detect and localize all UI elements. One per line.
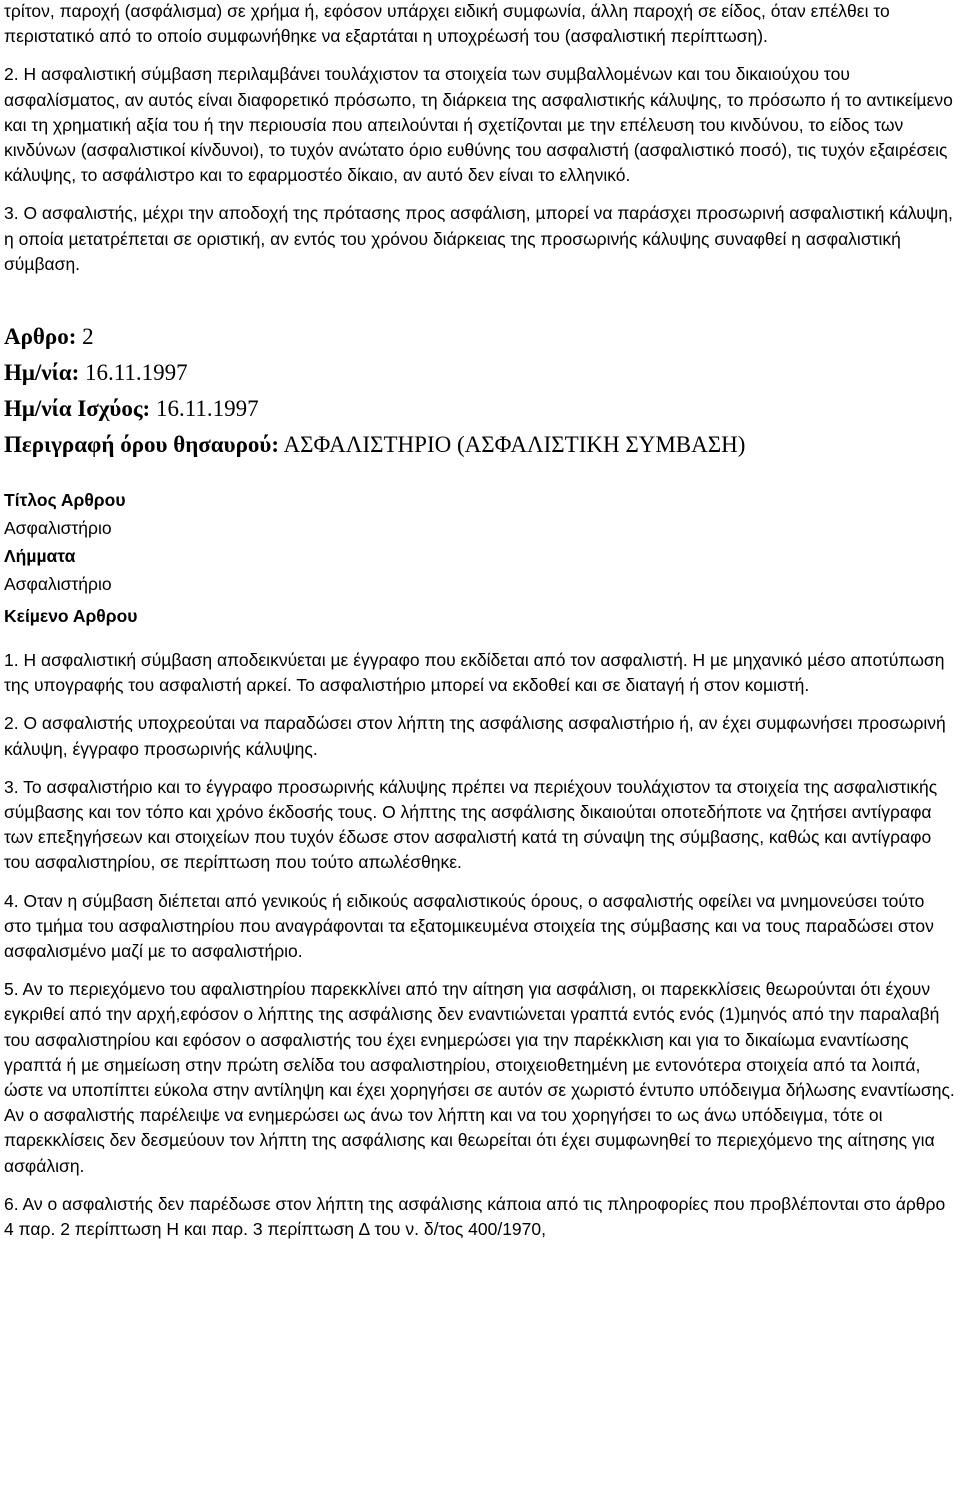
body-paragraph-1: 1. Η ασφαλιστική σύµβαση αποδεικνύεται µε έγγραφο που εκδίδεται από τον ασφαλιστή. Η µε µηχανικό µέσο αποτύπωση της υπογραφής του ασφαλιστή αρκεί. Το ασφαλιστήριο µπορεί να εκδοθεί και σε διαταγή ή στον κοµιστή. [4, 650, 945, 696]
article-date-label: Ημ/νία: [4, 360, 80, 386]
thesaurus-term-value: ΑΣΦΑΛΙΣΤΗΡΙΟ (ΑΣΦΑΛΙΣΤΙΚΗ ΣΥΜΒΑΣΗ) [283, 432, 746, 458]
thesaurus-term-label: Περιγραφή όρου θησαυρού: [4, 432, 279, 458]
article-date-line [4, 358, 956, 394]
article-title-value: Ασφαλιστήριο [4, 518, 112, 539]
intro-paragraph-2: 2. Η ασφαλιστική σύµβαση περιλαµβάνει τουλάχιστον τα στοιχεία των συµβαλλοµένων και του δικαιούχου του ασφαλίσµατος, αν αυτός είναι διαφορετικό πρόσωπο, τη διάρκεια της ασφαλιστικής κάλυψης, το πρόσωπο ή το αντικείµενο και τη χρηµατική αξία του ή την περιουσία που απειλούνται ή σχετίζονται µε την επέλευση του κινδύνου, το είδος των κινδύνων (ασφαλιστικοί κίνδυνοι), το τυχόν ανώτατο όριο ευθύνης του ασφαλιστή (ασφαλιστικό ποσό), τις τυχόν εξαιρέσεις κάλυψης, το ασφάλιστρο και το εφαρµοστέο δίκαιο, αν αυτό δεν είναι το ελληνικό. [4, 64, 953, 186]
thesaurus-term-line [4, 430, 956, 466]
article-number-line [4, 322, 956, 358]
intro-paragraph-3: 3. Ο ασφαλιστής, µέχρι την αποδοχή της πρότασης προς ασφάλιση, µπορεί να παράσχει προσωρινή ασφαλιστική κάλυψη, η οποία µετατρέπεται σε οριστική, αν εντός του χρόνου διάρκειας της προσωρινής κάλυψης συναφθεί η ασφαλιστική σύµβαση. [4, 203, 953, 274]
article-effective-date-label: Ημ/νία Ισχύος: [4, 396, 151, 422]
body-paragraph-6: 6. Αν ο ασφαλιστής δεν παρέδωσε στον λήπτη της ασφάλισης κάποια από τις πληροφορίες που προβλέπονται στο άρθρο 4 παρ. 2 περίπτωση Η και παρ. 3 περίπτωση ∆ του ν. δ/τος 400/1970, [4, 1193, 946, 1240]
body-paragraph-5: 5. Αν το περιεχόµενο του αφαλιστηρίου παρεκκλίνει από την αίτηση για ασφάλιση, οι παρεκκλίσεις θεωρούνται ότι έχουν εγκριθεί από την αρχή,εφόσον ο λήπτης της ασφάλισης δεν εναντιώνεται γραπτά εντός ενός (1)µηνός από την παραλαβή του ασφαλιστηρίου και εφόσον ο ασφαλιστής του έχει ενηµερώσει για την παρέκκλιση και για το δικαίωµα εναντίωσης γραπτά ή µε σηµείωση στην πρώτη σελίδα του ασφαλιστηρίου, στοιχειοθετηµένη µε εντονότερα στοιχεία από τα λοιπά, ώστε να υποπίπτει εύκολα στην αντίληψη και έχει χορηγήσει σε αυτόν σε χωριστό έντυπο υπόδειγµα δήλωσης εναντίωσης. Αν ο ασφαλιστής παρέλειψε να ενηµερώσει ως άνω τον λήπτη και να του χορηγήσει το ως άνω υπόδειγµα, τότε οι παρεκκλίσεις δεν δεσµεύουν τον λήπτη της ασφάλισης και θεωρείται ότι έχει συµφωνηθεί το περιεχόµενο της αίτησης για ασφάλιση. [4, 979, 955, 1176]
lemmas-value: Ασφαλιστήριο [4, 574, 112, 595]
article-date-value: 16.11.1997 [84, 360, 188, 386]
article-meta [4, 322, 956, 466]
body-paragraph-3: 3. Το ασφαλιστήριο και το έγγραφο προσωρινής κάλυψης πρέπει να περιέχουν τουλάχιστον τα στοιχεία της ασφαλιστικής σύµβασης και τον τόπο και χρόνο έκδοσής τους. Ο λήπτης της ασφάλισης δικαιούται οποτεδήποτε να ζητήσει αντίγραφα των επεξηγήσεων και στοιχείων που τυχόν έδωσε στον ασφαλιστή κατά τη σύναψη της σύµβασης, καθώς και αντίγραφο του ασφαλιστηρίου, σε περίπτωση που τούτο απωλέσθηκε. [4, 776, 938, 873]
article-effective-date-line [4, 394, 956, 430]
article-text-label: Κείµενο Αρθρου [4, 606, 138, 627]
body-paragraph-2: 2. Ο ασφαλιστής υποχρεούται να παραδώσει στον λήπτη της ασφάλισης ασφαλιστήριο ή, αν έχει συµφωνήσει προσωρινή κάλυψη, έγγραφο προσωρινής κάλυψης. [4, 713, 946, 759]
intro-section [4, 0, 956, 277]
lemmas-label: Λήµµατα [4, 546, 76, 567]
article-effective-date-value: 16.11.1997 [155, 396, 259, 422]
article-number-label: Αρθρο: [4, 324, 77, 350]
article-fields [4, 486, 956, 630]
article-title-label: Τίτλος Αρθρου [4, 490, 126, 511]
document-page [4, 0, 956, 1242]
body-paragraph-4: 4. Οταν η σύµβαση διέπεται από γενικούς ή ειδικούς ασφαλιστικούς όρους, ο ασφαλιστής οφείλει να µνηµονεύσει τούτο στο τµήµα του ασφαλιστηρίου που αναγράφονται τα εξατοµικευµένα στοιχεία της σύµβασης και να τους παραδώσει στον ασφαλισµένο µαζί µε το ασφαλιστήριο. [4, 890, 934, 962]
article-body [4, 648, 956, 1242]
intro-paragraph-1: τρίτον, παροχή (ασφάλισµα) σε χρήµα ή, εφόσον υπάρχει ειδική συµφωνία, άλλη παροχή σε είδος, όταν επέλθει το περιστατικό από το οποίο συµφωνήθηκε να εξαρτάται η υποχρέωσή του (ασφαλιστική περίπτωση). [4, 1, 890, 47]
article-number-value: 2 [82, 324, 94, 350]
